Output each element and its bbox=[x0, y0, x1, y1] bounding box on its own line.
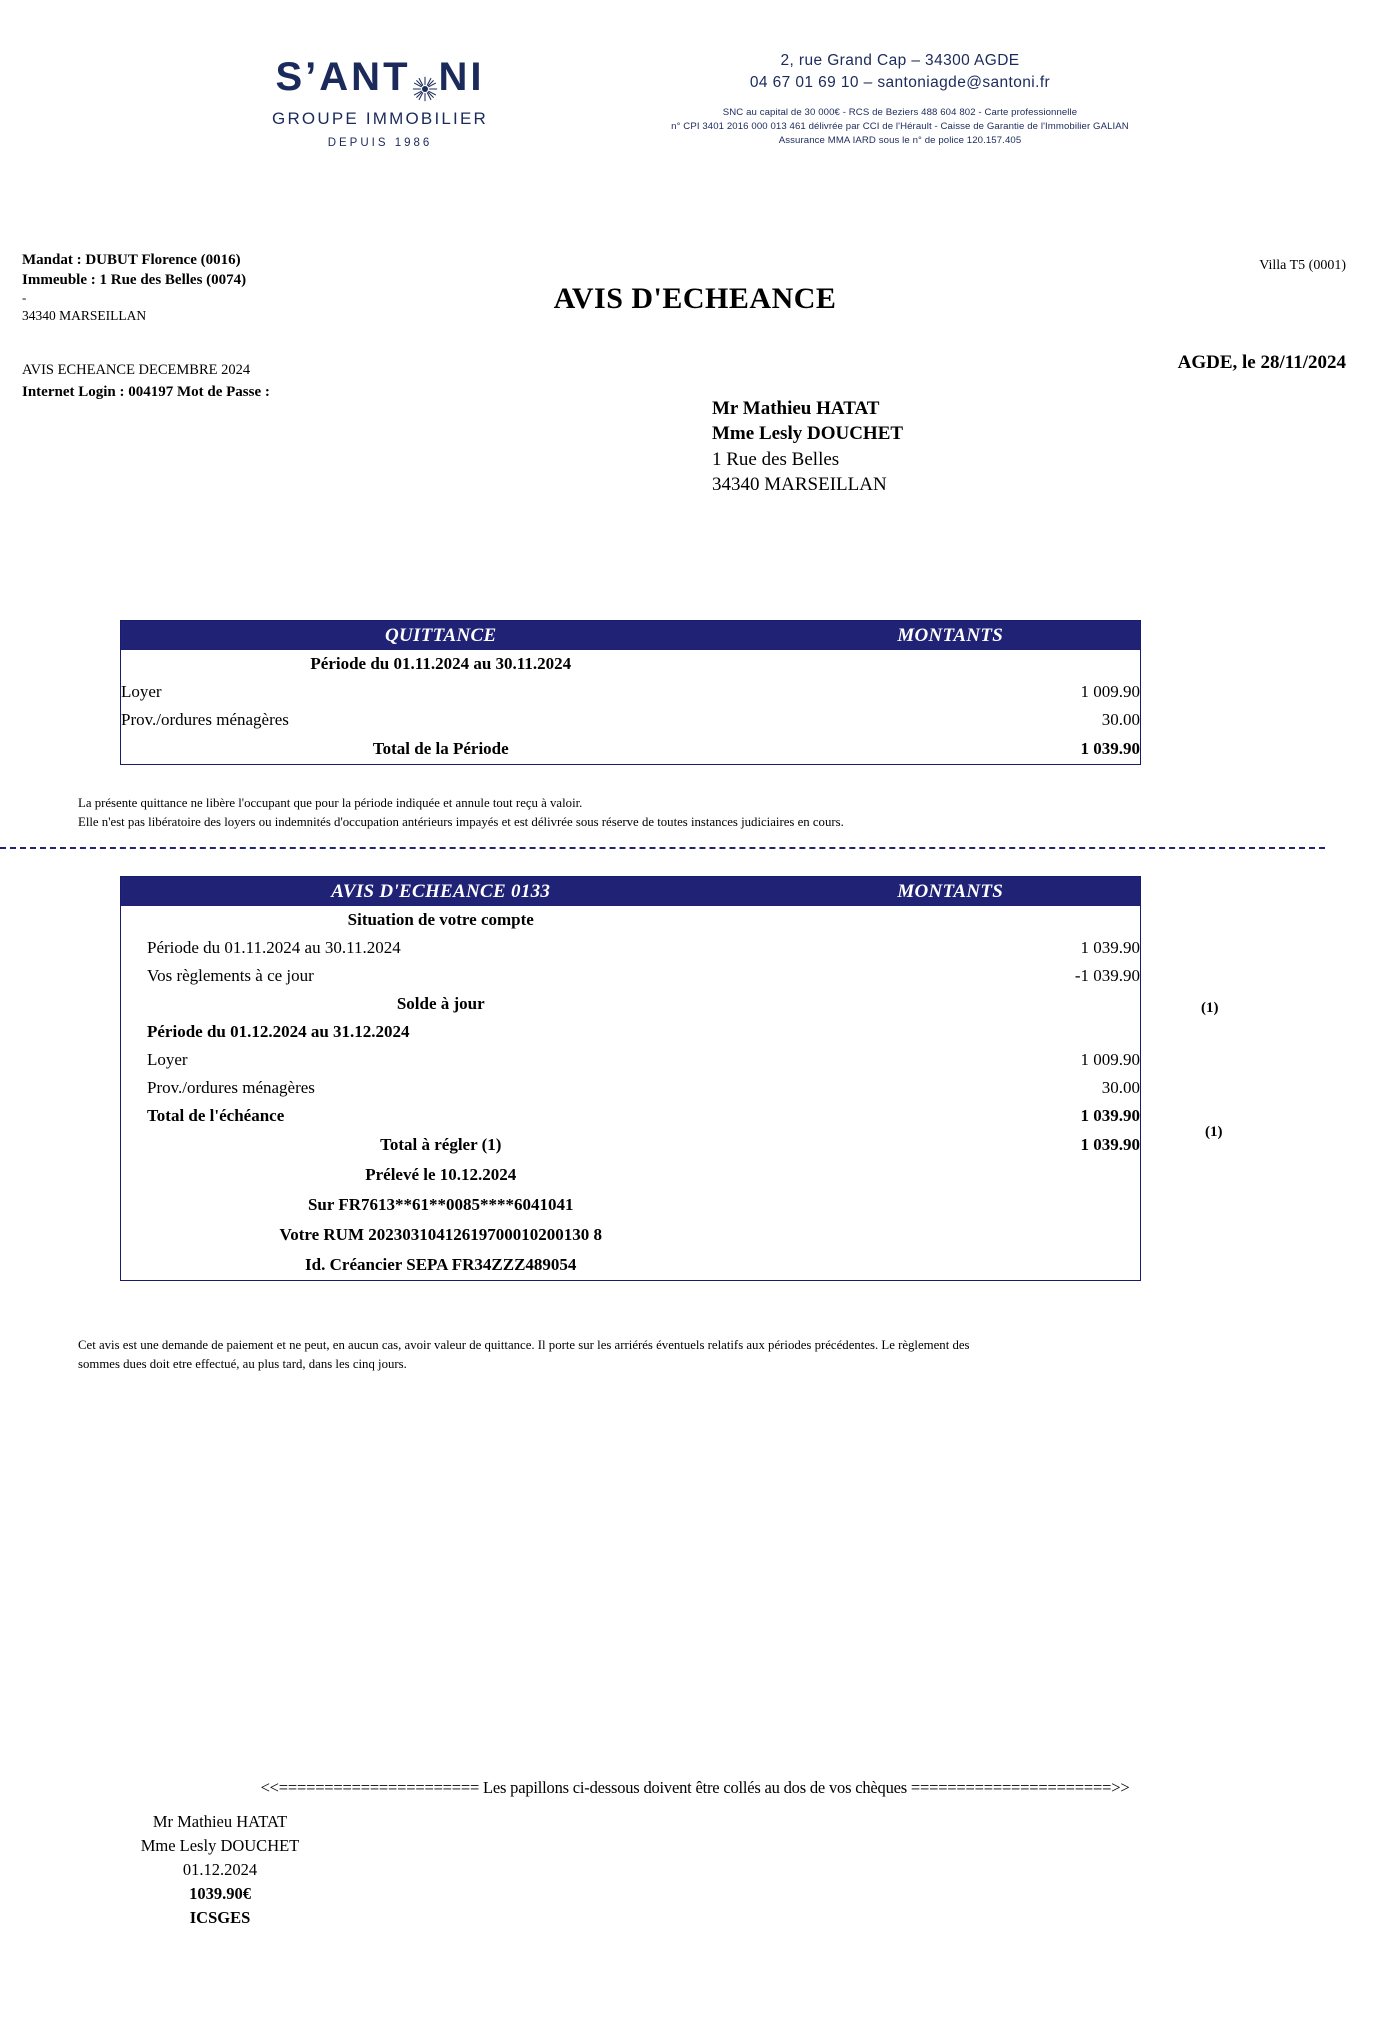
avis-header-left: AVIS D'ECHEANCE 0133 bbox=[121, 877, 761, 907]
avis-prelevement-amount bbox=[761, 1160, 1141, 1190]
slip-line-2: Mme Lesly DOUCHET bbox=[140, 1835, 300, 1855]
immeuble-line: Immeuble : 1 Rue des Belles (0074) bbox=[22, 272, 247, 289]
avis-period-row-amount: 30.00 bbox=[1101, 1078, 1140, 1097]
table-row bbox=[121, 934, 1141, 962]
quittance-legal-note bbox=[78, 794, 1258, 832]
avis-period-row-amount: 1 009.90 bbox=[1080, 1050, 1140, 1069]
table-total-row bbox=[121, 1102, 1141, 1130]
quittance-total-amount: 1 039.90 bbox=[1080, 739, 1140, 758]
table-total-row bbox=[121, 734, 1141, 765]
avis-total-regler-label: Total à régler (1) bbox=[380, 1135, 502, 1154]
avis-rum-amount bbox=[761, 1220, 1141, 1250]
table-row bbox=[121, 678, 1141, 706]
quittance-row-label: Loyer bbox=[121, 682, 162, 701]
footnote-marker-solde: (1) bbox=[1201, 1000, 1219, 1016]
company-legal-line-1: SNC au capital de 30 000€ - RCS de Beziers 488 604 802 - Carte professionnelle bbox=[722, 107, 1078, 118]
table-row bbox=[121, 1018, 1141, 1046]
page-title: AVIS D'ECHEANCE bbox=[553, 282, 837, 315]
table-row bbox=[121, 1190, 1141, 1220]
table-row bbox=[121, 1220, 1141, 1250]
internet-login-label: Internet Login : 004197 Mot de Passe : bbox=[22, 384, 270, 400]
slip-amount: 1039.90€ bbox=[189, 1883, 251, 1903]
avis-iban-amount bbox=[761, 1190, 1141, 1220]
quittance-row-amount: 30.00 bbox=[1101, 710, 1140, 729]
quittance-total-label: Total de la Période bbox=[372, 739, 509, 758]
company-address: 2, rue Grand Cap – 34300 AGDE bbox=[780, 52, 1020, 69]
avis-solde-label: Solde à jour bbox=[396, 994, 485, 1013]
table-total-row bbox=[121, 1130, 1141, 1160]
starburst-icon bbox=[412, 67, 438, 93]
table-row bbox=[121, 650, 1141, 678]
table-header-row bbox=[121, 621, 1141, 651]
avis-total-echeance-amount: 1 039.90 bbox=[1080, 1106, 1140, 1125]
company-contact: 04 67 01 69 10 – santoniagde@santoni.fr bbox=[749, 74, 1051, 91]
mandat-city: 34340 MARSEILLAN bbox=[22, 307, 147, 323]
avis-situation-title: Situation de votre compte bbox=[347, 910, 534, 929]
avis-situation-row-amount: 1 039.90 bbox=[1080, 938, 1140, 957]
table-row bbox=[121, 962, 1141, 990]
quittance-row-label: Prov./ordures ménagères bbox=[121, 710, 289, 729]
table-row bbox=[121, 1160, 1141, 1190]
mandat-dash: - bbox=[22, 289, 27, 305]
table-row bbox=[121, 706, 1141, 734]
addressee-line-3: 1 Rue des Belles bbox=[712, 448, 840, 470]
logo-subtitle: GROUPE IMMOBILIER bbox=[272, 109, 488, 128]
addressee-line-2: Mme Lesly DOUCHET bbox=[712, 423, 904, 445]
avis-total-echeance-label: Total de l'échéance bbox=[147, 1106, 285, 1125]
avis-ics: Id. Créancier SEPA FR34ZZZ489054 bbox=[305, 1255, 577, 1274]
city-date: AGDE, le 28/11/2024 bbox=[1177, 352, 1346, 373]
addressee-line-1: Mr Mathieu HATAT bbox=[712, 398, 880, 419]
logo-text-left: S’ANT bbox=[275, 55, 411, 99]
mandat-line: Mandat : DUBUT Florence (0016) bbox=[22, 252, 241, 268]
company-legal-line-3: Assurance MMA IARD sous le n° de police 120.157.405 bbox=[778, 134, 1022, 146]
quittance-note-line-2: Elle n'est pas libératoire des loyers ou indemnités d'occupation antérieurs impayés et est délivrée sous réserve de toutes instances judiciaires en cours. bbox=[78, 815, 844, 830]
company-logo bbox=[240, 55, 520, 149]
avis-iban: Sur FR7613**61**0085****6041041 bbox=[307, 1195, 574, 1214]
table-row bbox=[121, 906, 1141, 934]
avis-disclaimer-line-2: sommes dues doit etre effectué, au plus tard, dans les cinq jours. bbox=[78, 1357, 407, 1372]
avis-disclaimer bbox=[78, 1336, 1278, 1374]
avis-rum: Votre RUM 20230310412619700010200130 8 bbox=[279, 1225, 602, 1244]
addressee-line-4: 34340 MARSEILLAN bbox=[712, 473, 887, 495]
table-row bbox=[121, 1046, 1141, 1074]
avis-situation-amount bbox=[761, 906, 1141, 934]
payment-slip bbox=[105, 1810, 335, 1930]
quittance-note-line-1: La présente quittance ne libère l'occupant que pour la période indiquée et annule tout reçu à valoir. bbox=[78, 796, 583, 810]
avis-disclaimer-line-1: Cet avis est une demande de paiement et ne peut, en aucun cas, avoir valeur de quittance. Il porte sur les arriérés éventuels relatifs aux périodes précédentes. Le règlement des bbox=[78, 1338, 970, 1352]
footnote-marker-total: (1) bbox=[1205, 1124, 1223, 1140]
addressee-block bbox=[712, 396, 903, 497]
logo-wordmark bbox=[240, 55, 520, 100]
avis-ics-amount bbox=[761, 1250, 1141, 1281]
quittance-header-left: QUITTANCE bbox=[121, 621, 761, 651]
slip-line-1: Mr Mathieu HATAT bbox=[152, 1812, 288, 1831]
quittance-header-right: MONTANTS bbox=[761, 621, 1141, 651]
avis-situation-row-label: Vos règlements à ce jour bbox=[147, 966, 314, 985]
avis-solde-amount bbox=[761, 990, 1141, 1018]
avis-echeance-table bbox=[120, 876, 1141, 1281]
quittance-table bbox=[120, 620, 1141, 765]
logo-text-right: NI bbox=[438, 55, 485, 99]
slip-code: ICSGES bbox=[189, 1907, 251, 1927]
avis-period-row-label: Loyer bbox=[147, 1050, 188, 1069]
cut-line-separator bbox=[0, 847, 1325, 849]
avis-prelevement-date: Prélevé le 10.12.2024 bbox=[365, 1165, 517, 1184]
avis-period-label: AVIS ECHEANCE DECEMBRE 2024 bbox=[22, 362, 251, 378]
quittance-row-amount: 1 009.90 bbox=[1080, 682, 1140, 701]
company-contact-block bbox=[640, 52, 1160, 148]
company-legal-line-2: n° CPI 3401 2016 000 013 461 délivrée par CCI de l'Hérault - Caisse de Garantie de l'Immobilier GALIAN bbox=[671, 120, 1129, 132]
papillon-instruction: <<====================== Les papillons ci-dessous doivent être collés au dos de vos chèques ======================>> bbox=[260, 1778, 1130, 1797]
table-row bbox=[121, 1250, 1141, 1281]
avis-period-title: Période du 01.12.2024 au 31.12.2024 bbox=[147, 1022, 410, 1041]
avis-total-regler-amount: 1 039.90 bbox=[1080, 1135, 1140, 1154]
avis-header-right: MONTANTS bbox=[761, 877, 1141, 907]
slip-line-3: 01.12.2024 bbox=[182, 1859, 258, 1879]
quittance-period-amount bbox=[761, 650, 1141, 678]
table-row bbox=[121, 1074, 1141, 1102]
lot-reference: Villa T5 (0001) bbox=[1259, 258, 1346, 273]
avis-situation-row-label: Période du 01.11.2024 au 30.11.2024 bbox=[147, 938, 401, 957]
logo-since: DEPUIS 1986 bbox=[327, 137, 433, 149]
avis-period-amount bbox=[761, 1018, 1141, 1046]
document-header bbox=[0, 40, 1390, 200]
avis-period-row-label: Prov./ordures ménagères bbox=[147, 1078, 315, 1097]
table-header-row bbox=[121, 877, 1141, 907]
avis-situation-row-amount: -1 039.90 bbox=[1074, 966, 1140, 985]
quittance-period-title: Période du 01.11.2024 au 30.11.2024 bbox=[310, 654, 572, 673]
table-row bbox=[121, 990, 1141, 1018]
